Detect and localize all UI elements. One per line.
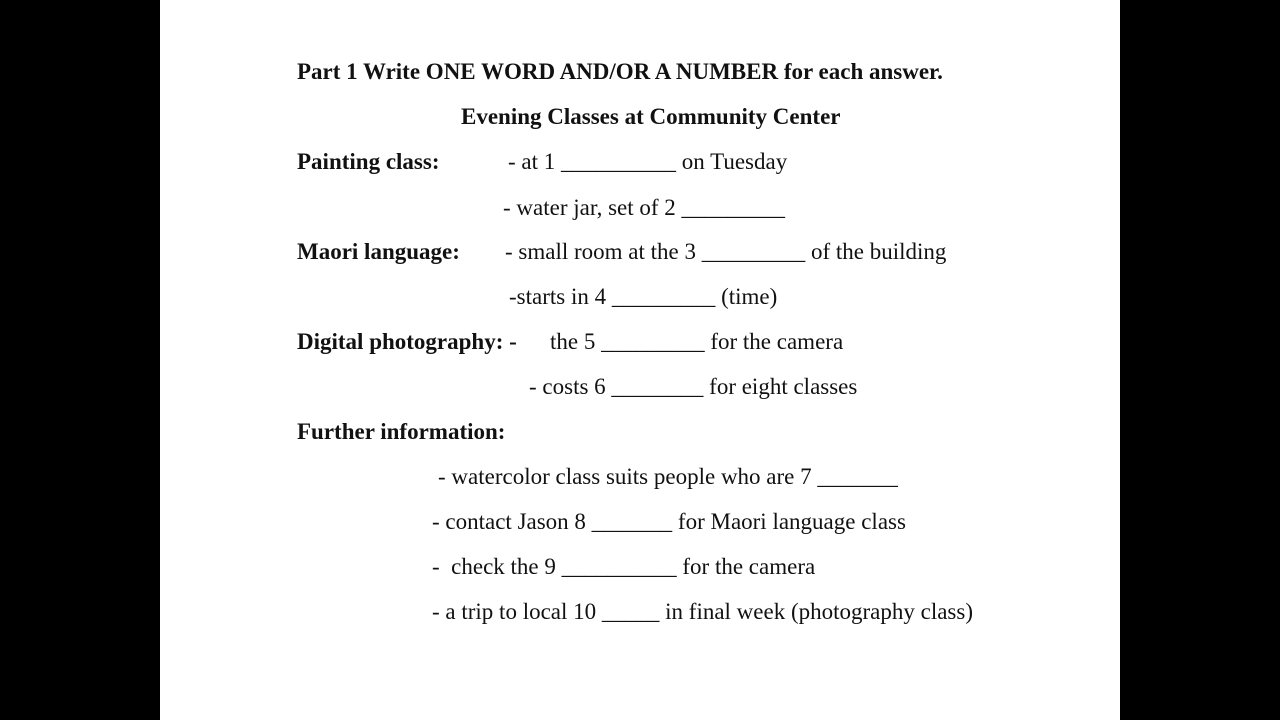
photography-line-1: the 5 _________ for the camera bbox=[550, 329, 844, 354]
worksheet-page bbox=[160, 0, 1120, 720]
maori-label: Maori language: bbox=[297, 239, 460, 264]
further-info-item-9: - check the 9 __________ for the camera bbox=[432, 554, 816, 579]
painting-line-1: - at 1 __________ on Tuesday bbox=[508, 149, 788, 174]
further-info-item-10: - a trip to local 10 _____ in final week (photography class) bbox=[432, 599, 973, 624]
further-info-label: Further information: bbox=[297, 419, 506, 444]
maori-line-2: -starts in 4 _________ (time) bbox=[509, 284, 778, 309]
photography-label: Digital photography: - bbox=[297, 329, 517, 354]
further-info-item-7: - watercolor class suits people who are 7 _______ bbox=[438, 464, 898, 489]
photography-line-2: - costs 6 ________ for eight classes bbox=[529, 374, 858, 399]
painting-line-2: - water jar, set of 2 _________ bbox=[503, 195, 786, 220]
further-info-item-8: - contact Jason 8 _______ for Maori language class bbox=[432, 509, 906, 534]
worksheet-title: Evening Classes at Community Center bbox=[461, 104, 841, 129]
painting-label: Painting class: bbox=[297, 149, 440, 174]
instruction-line: Part 1 Write ONE WORD AND/OR A NUMBER for each answer. bbox=[297, 59, 943, 84]
maori-line-1: - small room at the 3 _________ of the building bbox=[505, 239, 947, 264]
